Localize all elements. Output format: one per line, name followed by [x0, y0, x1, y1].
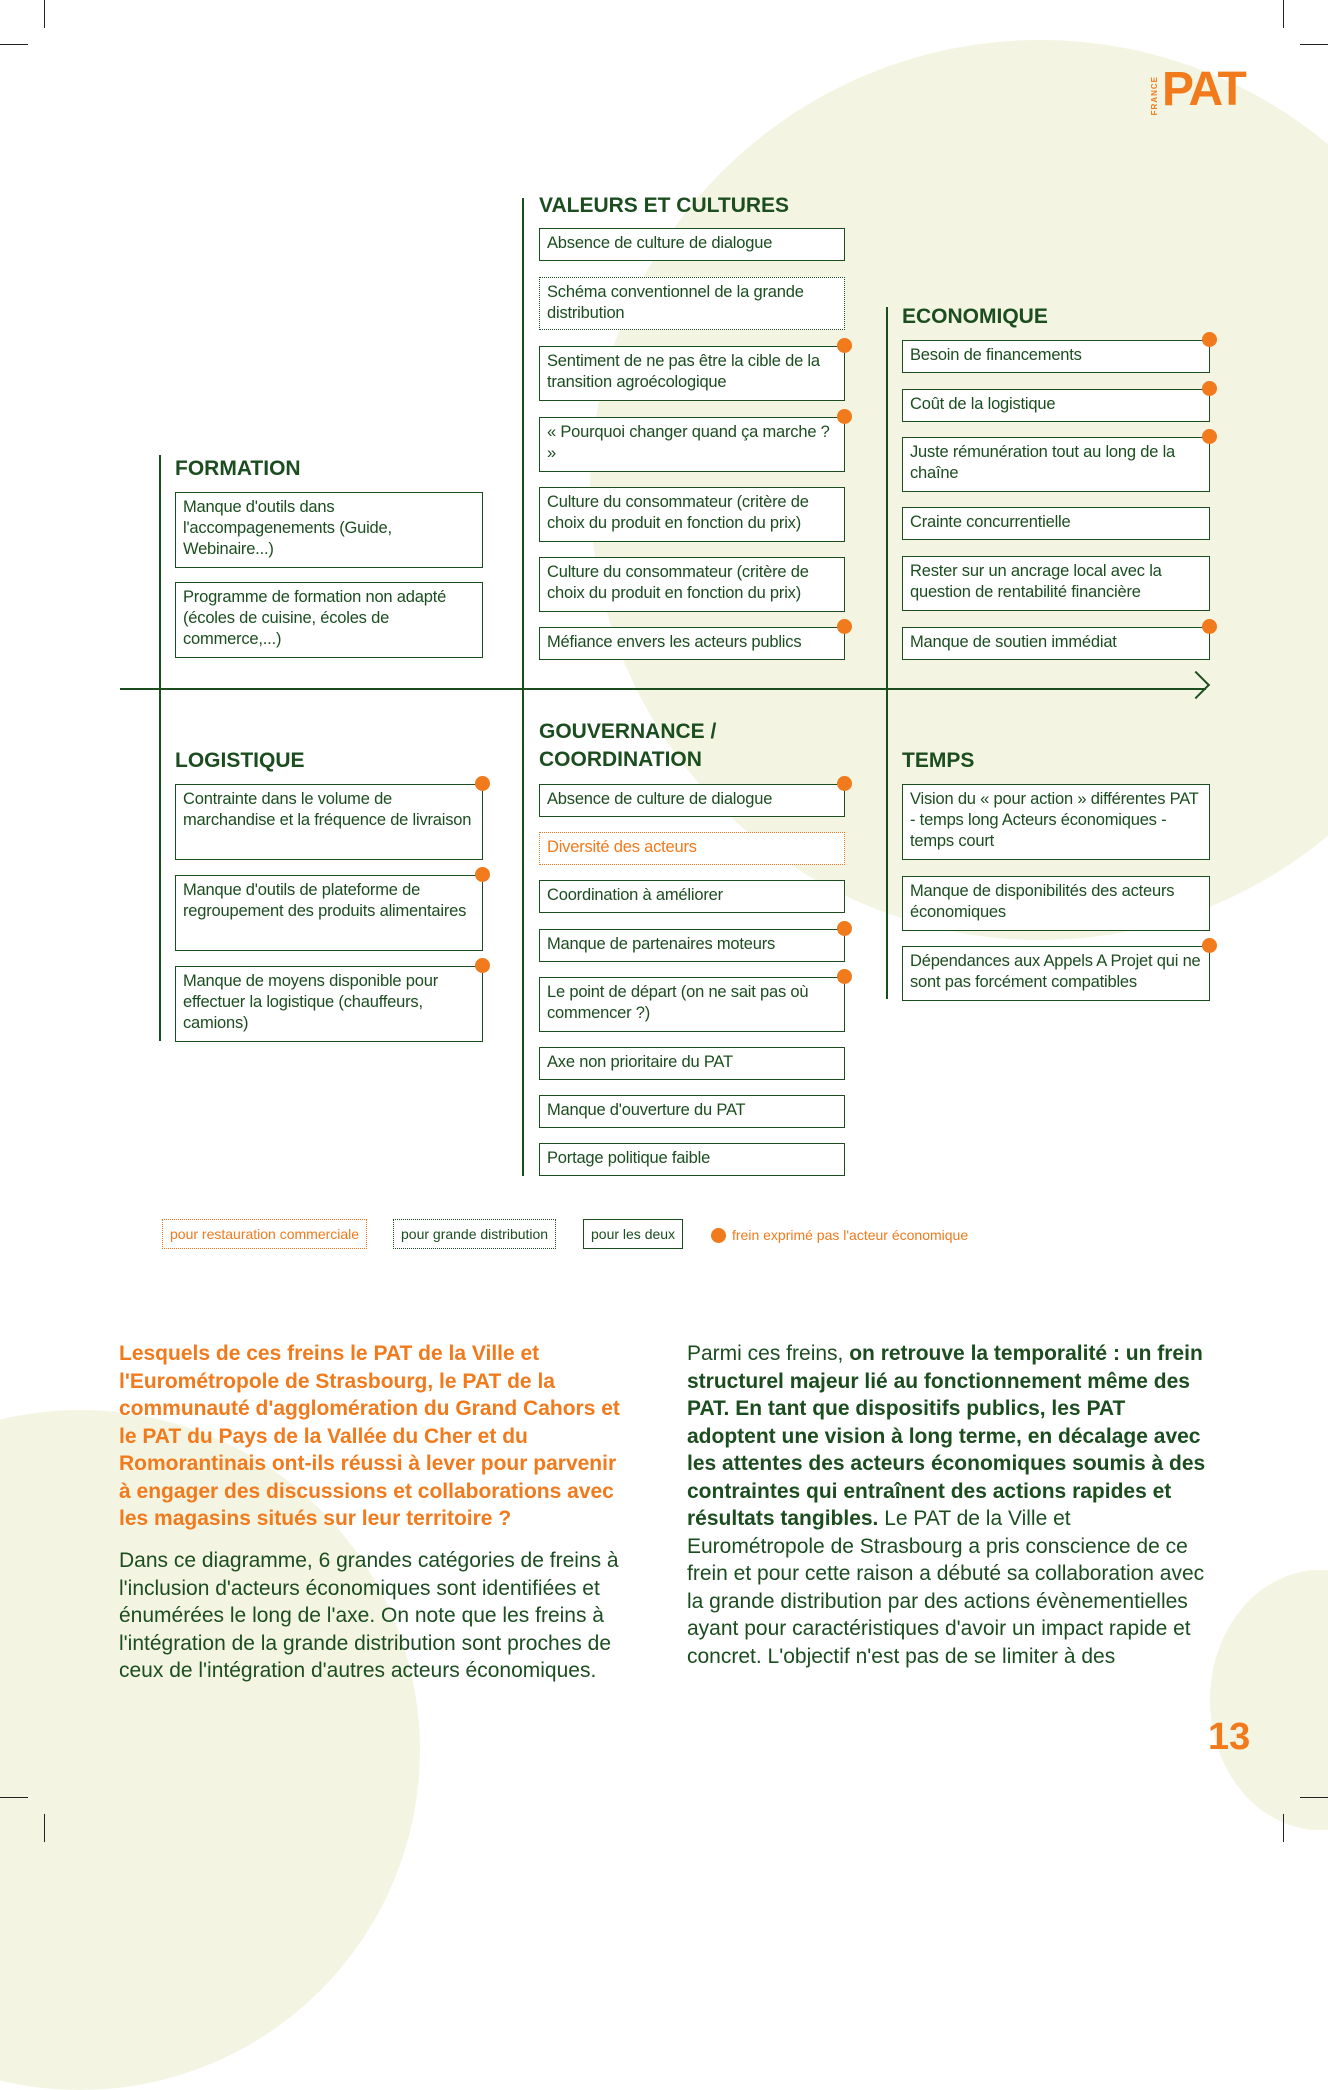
brake-box: Absence de culture de dialogue [539, 784, 845, 817]
economic-actor-dot [837, 921, 852, 936]
brake-box: Coût de la logistique [902, 389, 1210, 422]
page-number: 13 [1208, 1716, 1251, 1758]
economic-actor-dot [837, 619, 852, 634]
category-title-line: GOUVERNANCE / [539, 720, 717, 743]
legend-distribution: pour grande distribution [393, 1219, 556, 1249]
crop-mark [0, 1797, 28, 1798]
brake-box: Dépendances aux Appels A Projet qui ne sont pas forcément compatibles [902, 946, 1210, 1001]
right-paragraph-rest: Le PAT de la Ville et Eurométropole de Strasbourg a pris conscience de ce frein et pour cette raison a débuté sa collaboration avec la grande distribution par des actions évènementielles ayant pour caractéristiques d'avoir un impact rapide et concret. L'objectif n'est pas de se limiter à des [687, 1507, 1205, 1668]
brake-box: Crainte concurrentielle [902, 507, 1210, 540]
category-title-line: COORDINATION [539, 748, 702, 771]
brake-box: Vision du « pour action » différentes PAT - temps long Acteurs économiques - temps court [902, 784, 1210, 860]
crop-mark [1283, 0, 1284, 28]
category-title-logistique: LOGISTIQUE [175, 749, 305, 772]
legend-frein: frein exprimé pas l'acteur économique [732, 1227, 969, 1243]
brake-box: Rester sur un ancrage local avec la question de rentabilité financière [902, 556, 1210, 611]
legend-restauration: pour restauration commerciale [162, 1219, 367, 1249]
right-paragraph [687, 1340, 1212, 1670]
logo-small-text: FRANCE [1150, 76, 1159, 116]
brake-box: Absence de culture de dialogue [539, 228, 845, 261]
brake-box: Programme de formation non adapté (écoles de cuisine, écoles de commerce,...) [175, 582, 483, 658]
economic-actor-dot [1202, 332, 1217, 347]
background-shape-bottom-right [1210, 1570, 1328, 1830]
crop-mark [0, 44, 28, 45]
brake-box: Besoin de financements [902, 340, 1210, 373]
category-title-formation: FORMATION [175, 457, 301, 480]
category-title-gouvernance [539, 718, 716, 774]
economic-actor-dot [475, 867, 490, 882]
right-paragraph-intro: Parmi ces freins, [687, 1342, 850, 1365]
economic-actor-dot [1202, 381, 1217, 396]
crop-mark [1283, 1814, 1284, 1842]
brake-box: Manque de moyens disponible pour effectuer la logistique (chauffeurs, camions) [175, 966, 483, 1042]
question-heading: Lesquels de ces freins le PAT de la Ville et l'Eurométropole de Strasbourg, le PAT de la communauté d'agglomération du Grand Cahors et le PAT du Pays de la Vallée du Cher et du Romorantinais ont-ils réussi à lever pour parvenir à engager des discussions et collaborations avec les magasins situés sur leur territoire ? [119, 1342, 620, 1530]
category-title-valeurs: VALEURS ET CULTURES [539, 194, 790, 217]
brake-box: Axe non prioritaire du PAT [539, 1047, 845, 1080]
economic-actor-dot [837, 338, 852, 353]
legend-dot-icon [711, 1228, 726, 1243]
axis-formation-logistique [159, 455, 161, 1041]
brake-box: Sentiment de ne pas être la cible de la transition agroécologique [539, 346, 845, 401]
brake-box: Portage politique faible [539, 1143, 845, 1176]
brake-box: Manque de disponibilités des acteurs économiques [902, 876, 1210, 931]
category-title-economique: ECONOMIQUE [902, 305, 1048, 328]
brake-box: Manque d'ouverture du PAT [539, 1095, 845, 1128]
brake-box: Juste rémunération tout au long de la chaîne [902, 437, 1210, 492]
brake-box: Le point de départ (on ne sait pas où commencer ?) [539, 977, 845, 1032]
economic-actor-dot [1202, 938, 1217, 953]
category-title-temps: TEMPS [902, 749, 975, 772]
brake-box: Méfiance envers les acteurs publics [539, 627, 845, 660]
economic-actor-dot [837, 969, 852, 984]
brake-box: Culture du consommateur (critère de choix du produit en fonction du prix) [539, 557, 845, 612]
logo-main-text: PAT [1162, 63, 1245, 116]
brake-box: Manque d'outils de plateforme de regroupement des produits alimentaires [175, 875, 483, 951]
brake-box: Schéma conventionnel de la grande distribution [539, 277, 845, 330]
brake-box: Manque de soutien immédiat [902, 627, 1210, 660]
brake-box: Manque de partenaires moteurs [539, 929, 845, 962]
logo [1150, 63, 1260, 116]
horizontal-axis [120, 688, 1206, 690]
brake-box: Manque d'outils dans l'accompagenements (Guide, Webinaire...) [175, 492, 483, 568]
economic-actor-dot [837, 409, 852, 424]
legend-both: pour les deux [583, 1219, 683, 1249]
crop-mark [1300, 44, 1328, 45]
economic-actor-dot [1202, 619, 1217, 634]
axis-economique-temps [886, 307, 888, 999]
economic-actor-dot [475, 776, 490, 791]
brake-box: Contrainte dans le volume de marchandise et la fréquence de livraison [175, 784, 483, 860]
crop-mark [44, 0, 45, 28]
brake-box: Coordination à améliorer [539, 880, 845, 913]
crop-mark [1300, 1797, 1328, 1798]
economic-actor-dot [837, 776, 852, 791]
crop-mark [44, 1814, 45, 1842]
left-paragraph: Dans ce diagramme, 6 grandes catégories de freins à l'inclusion d'acteurs économiques sont identifiées et énumérées le long de l'axe. On note que les freins à l'intégration de la grande distribution sont proches de ceux de l'intégration d'autres acteurs économiques. [119, 1549, 619, 1682]
economic-actor-dot [1202, 429, 1217, 444]
right-paragraph-bold: on retrouve la temporalité : un frein structurel majeur lié au fonctionnement même des PAT. En tant que dispositifs publics, les PAT adoptent une vision à long terme, en décalage avec les attentes des acteurs économiques soumis à des contraintes qui entraînent des actions rapides et résultats tangibles. [687, 1342, 1206, 1530]
axis-valeurs-gouvernance [522, 198, 524, 1176]
brake-box: Culture du consommateur (critère de choix du produit en fonction du prix) [539, 487, 845, 542]
brake-box: Diversité des acteurs [539, 832, 845, 865]
brake-box: « Pourquoi changer quand ça marche ? » [539, 417, 845, 472]
economic-actor-dot [475, 958, 490, 973]
